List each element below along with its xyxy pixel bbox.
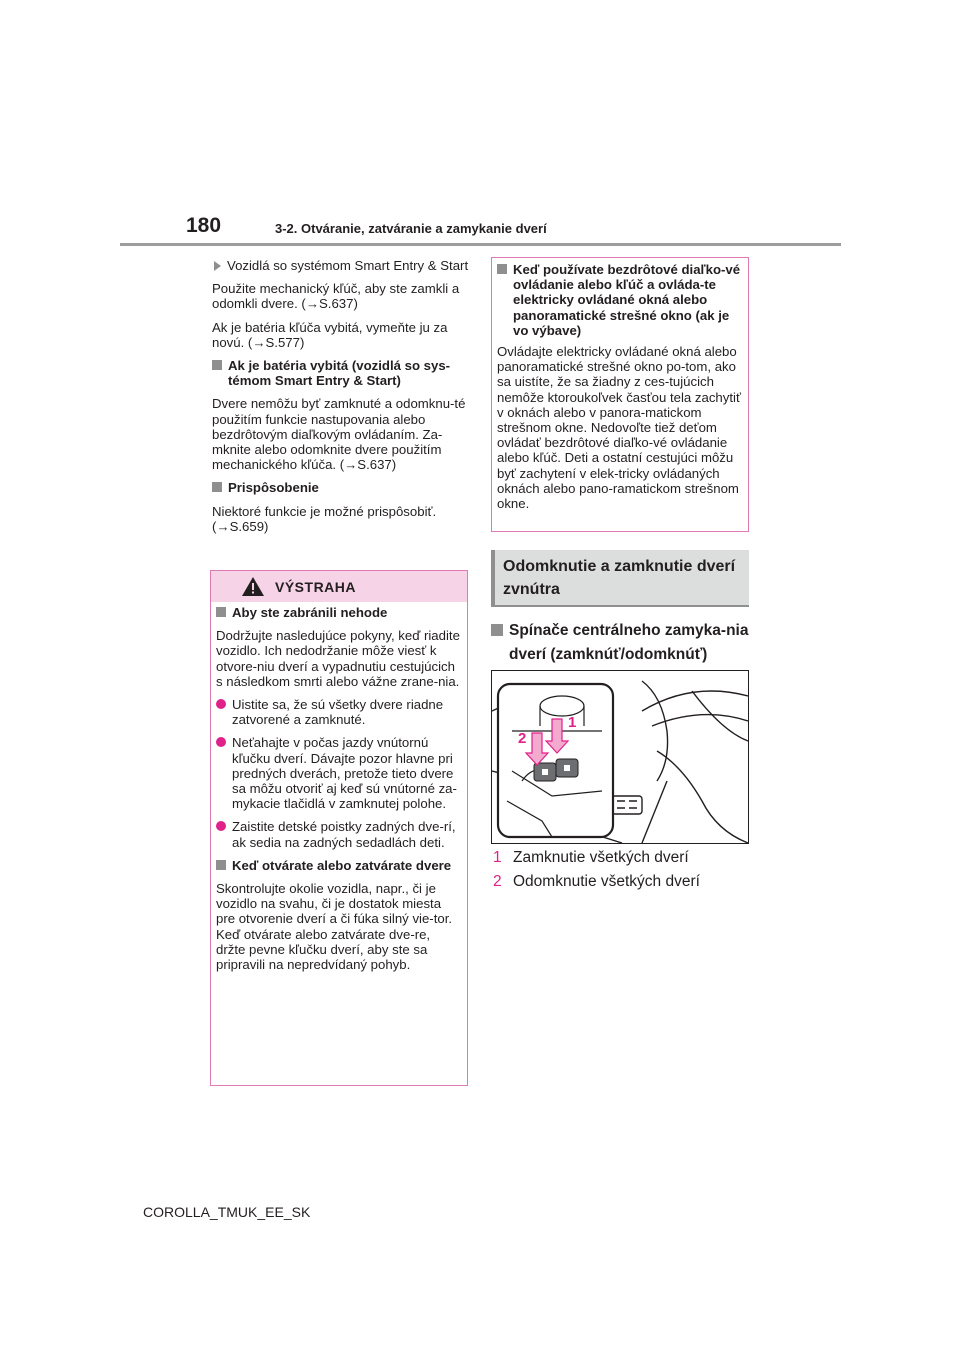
door-lock-switch-figure (491, 670, 749, 844)
document-id: COROLLA_TMUK_EE_SK (143, 1204, 311, 1220)
pink-dot-icon (216, 699, 226, 709)
triangle-bullet-icon (214, 261, 221, 271)
square-bullet-icon (491, 624, 503, 636)
warning-title: VÝSTRAHA (275, 579, 357, 595)
page-number: 180 (186, 214, 222, 237)
square-bullet-icon (212, 360, 222, 370)
door-heading: Keď otvárate alebo zatvárate dvere (216, 858, 461, 873)
mechanical-key-text: Použite mechanický kľúč, aby ste zamkli a odomkli dvere. (→S.637) (212, 281, 460, 312)
page-header (0, 0, 960, 250)
key-battery-text: Ak je batéria kľúča vybitá, vymeňte ju za novú. (→S.577) (212, 319, 448, 350)
section-title: 3-2. Otváranie, zatváranie a zamykanie dverí (275, 221, 547, 236)
wireless-text: Ovládajte elektricky ovládané okná alebo panoramatické strešné okno po-tom, ako sa uistíte, že sa žiadny z ces-tujúcich nemôže ktoroukoľvek časťou tela zachytiť v oknách alebo v panora-matickom strešnom okne. Nedovoľte tiež deťom ovládať bezdrôtové diaľko-vé ovládanie alebo kľúč. Deti a ostatní cestujúci môžu byť zachytení v elek-tricky ovládaných oknách alebo pano-ramatickom strešnom okne. (497, 344, 741, 512)
figure-label-1: 1 (568, 714, 577, 731)
pink-dot-icon (216, 821, 226, 831)
warning-triangle-icon (241, 576, 265, 597)
battery-heading: Ak je batéria vybitá (vozidlá so sys-témom Smart Entry & Start) (212, 358, 470, 388)
caption-lock: 1 Zamknutie všetkých dverí (493, 849, 689, 866)
door-text: Skontrolujte okolie vozidla, napr., či je vozidlo na svahu, či je dostatok miesta pre otvorenie dverí a či fúka silný vie-tor. Keď otvárate alebo zatvárate dve-re, držte pevne kľučku dverí, aby ste sa pripravili na nepredvídaný pohyb. (216, 881, 453, 973)
accident-text: Dodržujte nasledujúce pokyny, keď riadite vozidlo. Ich nedodržanie môže viesť k otvore-niu dverí a vypadnutiu cestujúcich s následkom smrti alebo vážne zrane-nia. (216, 628, 460, 689)
header-rule (120, 243, 841, 246)
wireless-heading: Keď používate bezdrôtové diaľko-vé ovládanie alebo kľúč a ovláda-te elektricky ovládané okná alebo panoramatické strešné okno (ak je vo výbave) (497, 262, 742, 338)
door-lock-illustration (492, 671, 748, 843)
section-heading: Odomknutie a zamknutie dverí zvnútra (491, 550, 749, 606)
battery-text: Dvere nemôžu byť zamknuté a odomknu-té použitím funkcie nastupovania alebo bezdrôtovým diaľkovým ovládaním. Za-mknite alebo odomknite dvere použitím mechanického kľúča. (→S.637) (212, 396, 466, 473)
square-bullet-icon (216, 860, 226, 870)
section-heading-rule (491, 605, 749, 607)
warning-box (210, 570, 468, 1086)
square-bullet-icon (497, 264, 507, 274)
info-box (491, 257, 749, 532)
pink-dot-icon (216, 737, 226, 747)
warning-header (211, 571, 467, 602)
smart-entry-bullet: Vozidlá so systémom Smart Entry & Start (212, 258, 470, 273)
customization-heading: Prispôsobenie (212, 480, 470, 495)
accident-heading: Aby ste zabránili nehode (216, 605, 461, 620)
figure-label-2: 2 (518, 730, 527, 747)
customization-text: Niektoré funkcie je možné prispôsobiť. (→S.659) (212, 503, 437, 534)
warning-point: Uistite sa, že sú všetky dvere riadne zatvorené a zamknuté. (216, 697, 461, 727)
warning-point: Neťahajte v počas jazdy vnútornú kľučku dverí. Dávajte pozor hlavne pri predných dverách, pretože tieto dvere sa môžu otvoriť aj keď sú vnútorné za-mykacie tlačidlá v zamknutej polohe. (216, 735, 461, 811)
switch-heading: Spínače centrálneho zamyka-nia dverí (zamknúť/odomknúť) (491, 619, 751, 667)
square-bullet-icon (212, 482, 222, 492)
square-bullet-icon (216, 607, 226, 617)
left-column (212, 258, 470, 542)
warning-body (211, 602, 467, 972)
caption-unlock: 2 Odomknutie všetkých dverí (493, 873, 700, 890)
warning-point: Zaistite detské poistky zadných dve-rí, ak sedia na zadných sedadlách deti. (216, 819, 461, 849)
